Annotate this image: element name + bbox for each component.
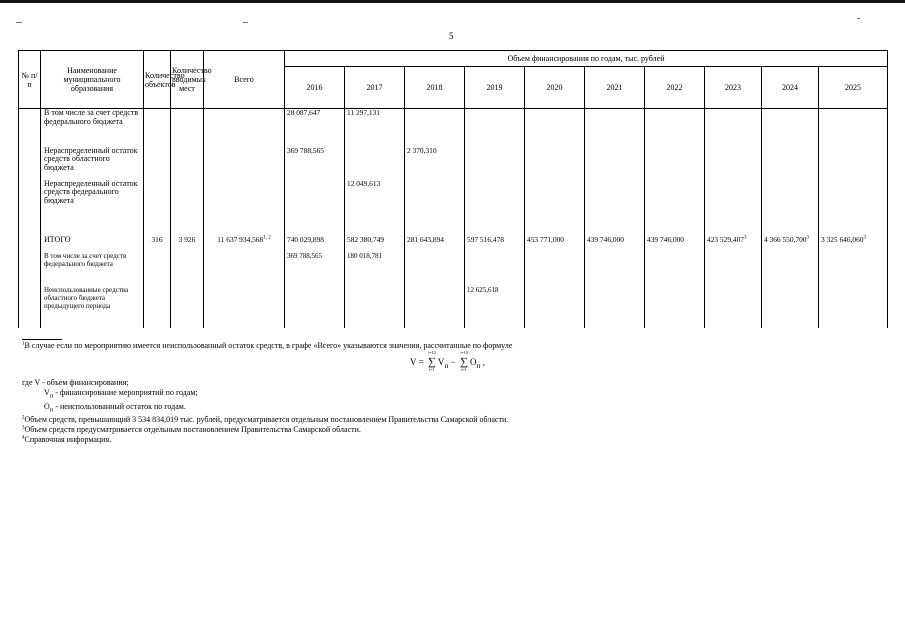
def-o-sub: п [49,406,54,414]
page-number: 5 [449,31,454,41]
header-objects: Количество объектов [144,51,171,109]
cell-year-value [345,286,405,328]
table-row [19,252,888,286]
value-text: 28 087,647 [287,108,321,117]
cell-year-value [405,286,465,328]
cell-num [19,236,41,252]
header-funding-group: Объем финансирования по годам, тыс. рублей [285,51,888,67]
footnote-3 [22,425,882,435]
value-text: 369 788,565 [287,251,322,260]
formula-tail: , [480,357,486,367]
cell-total [204,252,285,286]
cell-name: В том числе за счет средств федерального бюджета [41,109,144,147]
header-year: 2022 [645,67,705,109]
cell-num [19,252,41,286]
def-v-symbol: V [44,388,50,397]
cell-year-value [585,236,645,252]
cell-year-value [585,109,645,147]
value-text: 11 297,131 [347,108,380,117]
header-total: Всего [204,51,285,109]
footnote-mark: 2 [22,415,25,421]
formula-sub: п [444,360,449,370]
def-v-line [22,388,882,402]
footnote-separator [22,339,62,340]
cell-objects [144,147,171,180]
table-row [19,147,888,180]
header-name: Наименование муниципального образования [41,51,144,109]
cell-year-value [645,180,705,236]
footnote-ref: 3 [863,235,866,241]
cell-year-value [645,286,705,328]
table-row [19,180,888,236]
cell-year-value [465,252,525,286]
cell-year-value [465,286,525,328]
footnote-mark: 3 [22,425,25,431]
funding-formula [410,350,486,372]
header-year: 2019 [465,67,525,109]
cell-year-value [705,147,762,180]
value-text: 423 529,407 [707,234,744,244]
cell-objects [144,252,171,286]
cell-year-value [762,252,819,286]
cell-name: В том числе за счет средств федерального бюджета [41,252,144,286]
cell-year-value [525,236,585,252]
header-year: 2016 [285,67,345,109]
value-text: 740 029,898 [287,234,324,244]
cell-total-value: 11 637 934,568 [217,234,264,244]
cell-year-value [405,180,465,236]
formula-lhs: V = [410,357,424,367]
cell-year-value [285,286,345,328]
formula-term-v: V [437,357,445,367]
cell-total [204,147,285,180]
footnote-mark: 1 [22,341,25,347]
cell-objects [144,180,171,236]
sum-symbol: ∑ i=10 i=1 [426,356,438,368]
cell-year-value [285,180,345,236]
cell-year-value [705,236,762,252]
cell-year-value [465,109,525,147]
cell-year-value [525,286,585,328]
formula-minus: − [448,357,459,367]
header-year: 2025 [819,67,888,109]
table-body [19,109,888,328]
cell-year-value [405,236,465,252]
header-places: Количество вводимых мест [171,51,204,109]
cell-year-value [762,109,819,147]
def-v-text: - финансирование мероприятий по годам; [53,388,198,397]
cell-year-value [705,252,762,286]
cell-year-value [819,286,888,328]
cell-year-value [525,147,585,180]
sum-upper-limit: i=10 [428,350,436,355]
cell-year-value [285,236,345,252]
cell-year-value [819,180,888,236]
cell-num [19,180,41,236]
footnote-text: Объем средств предусматривается отдельным постановлением Правительства Самарской области. [24,425,361,435]
header-year: 2020 [525,67,585,109]
footnote-ref: 1, 2 [263,235,271,241]
sum-lower-limit: i=1 [429,367,435,372]
cell-year-value [585,180,645,236]
where-line: где V - объем финансирования; [22,378,129,387]
cell-year-value [465,236,525,252]
sum-upper-limit: i=10 [460,350,468,355]
sum-lower-limit: i=1 [461,367,467,372]
cell-year-value [762,236,819,252]
cell-places: 3 926 [171,236,204,252]
sum-symbol: ∑ i=10 i=1 [458,356,470,368]
cell-year-value [819,109,888,147]
footnote-ref: 3 [806,235,809,241]
cell-year-value [345,236,405,252]
footnote-definitions [22,378,882,445]
cell-year-value [345,109,405,147]
cell-num [19,109,41,147]
cell-year-value [345,252,405,286]
cell-year-value [525,180,585,236]
def-o-line [22,402,882,416]
cell-year-value [405,109,465,147]
def-o-symbol: O [44,401,50,411]
cell-year-value [705,286,762,328]
financing-table [18,50,888,328]
footnote-mark: 4 [22,435,25,441]
cell-year-value [819,147,888,180]
cell-year-value [405,252,465,286]
cell-year-value [705,180,762,236]
cell-year-value [285,147,345,180]
value-text: 439 746,000 [647,234,684,244]
cell-year-value [465,147,525,180]
cell-year-value [525,252,585,286]
cell-year-value [585,286,645,328]
cell-name: Неиспользованные средства областного бюджета предыдущего периода [41,286,144,328]
cell-year-value [345,147,405,180]
cell-year-value [705,109,762,147]
header-num: № п/п [19,51,41,109]
cell-total [204,109,285,147]
header-year: 2021 [585,67,645,109]
cell-places [171,147,204,180]
cell-year-value [645,236,705,252]
value-text: 369 788,565 [287,145,324,155]
cell-year-value [585,147,645,180]
cell-year-value [585,252,645,286]
value-text: 180 018,781 [347,251,382,260]
table-row [19,286,888,328]
cell-objects: 316 [144,236,171,252]
formula-term-o: O [470,357,477,367]
cell-total [204,286,285,328]
cell-year-value [645,252,705,286]
cell-year-value [645,147,705,180]
header-year: 2018 [405,67,465,109]
header-year: 2023 [705,67,762,109]
cell-objects [144,286,171,328]
footnote-4 [22,435,882,445]
value-text: 281 643,894 [407,234,444,244]
value-text: 597 516,478 [467,234,504,244]
value-text: 12 049,613 [347,178,381,188]
table-row [19,109,888,147]
cell-year-value [819,252,888,286]
value-text: 453 771,000 [527,234,564,244]
footnote-1 [22,341,882,351]
header-row-1 [19,51,888,67]
cell-year-value [465,180,525,236]
cell-total [204,236,285,252]
cell-year-value [762,180,819,236]
def-v-sub: п [49,392,54,400]
scan-speck [16,22,22,23]
cell-year-value [819,236,888,252]
cell-year-value [285,252,345,286]
footnote-text: Объем средств, превышающий 3 534 834,019 тыс. рублей, предусматривается отдельным постановлением Правительства Самарской области. [24,415,509,425]
cell-places [171,252,204,286]
footnote-text: Справочная информация. [24,435,112,445]
cell-year-value [345,180,405,236]
def-o-text: - неиспользованный остаток по годам. [53,401,186,411]
value-text: 2 370,310 [407,145,437,155]
cell-places [171,286,204,328]
cell-year-value [405,147,465,180]
value-text: 439 746,000 [587,234,624,244]
cell-places [171,180,204,236]
cell-year-value [285,109,345,147]
footnote-text: В случае если по мероприятию имеется неиспользованный остаток средств, в графе «Всего» указываются значения, рассчитанные по формуле [24,341,513,350]
cell-name: ИТОГО [41,236,144,252]
footnote-ref: 3 [743,235,747,241]
table-row [19,236,888,252]
cell-num [19,286,41,328]
value-text: 4 366 550,700 [764,234,807,244]
cell-year-value [645,109,705,147]
cell-name: Нераспределенный остаток средств федерального бюджета [41,180,144,236]
cell-num [19,147,41,180]
footnote-2 [22,415,882,425]
cell-year-value [525,109,585,147]
formula-sub: п [476,360,481,370]
header-year: 2017 [345,67,405,109]
header-year: 2024 [762,67,819,109]
cell-name: Нераспределенный остаток средств областного бюджета [41,147,144,180]
value-text: 12 625,618 [467,285,499,294]
cell-places [171,109,204,147]
scan-top-border [0,0,905,3]
value-text: 582 380,749 [347,234,384,244]
cell-objects [144,109,171,147]
scan-speck [857,18,860,19]
cell-year-value [762,147,819,180]
cell-total [204,180,285,236]
value-text: 3 325 646,060 [821,234,864,244]
scan-speck [243,22,248,23]
cell-year-value [762,286,819,328]
